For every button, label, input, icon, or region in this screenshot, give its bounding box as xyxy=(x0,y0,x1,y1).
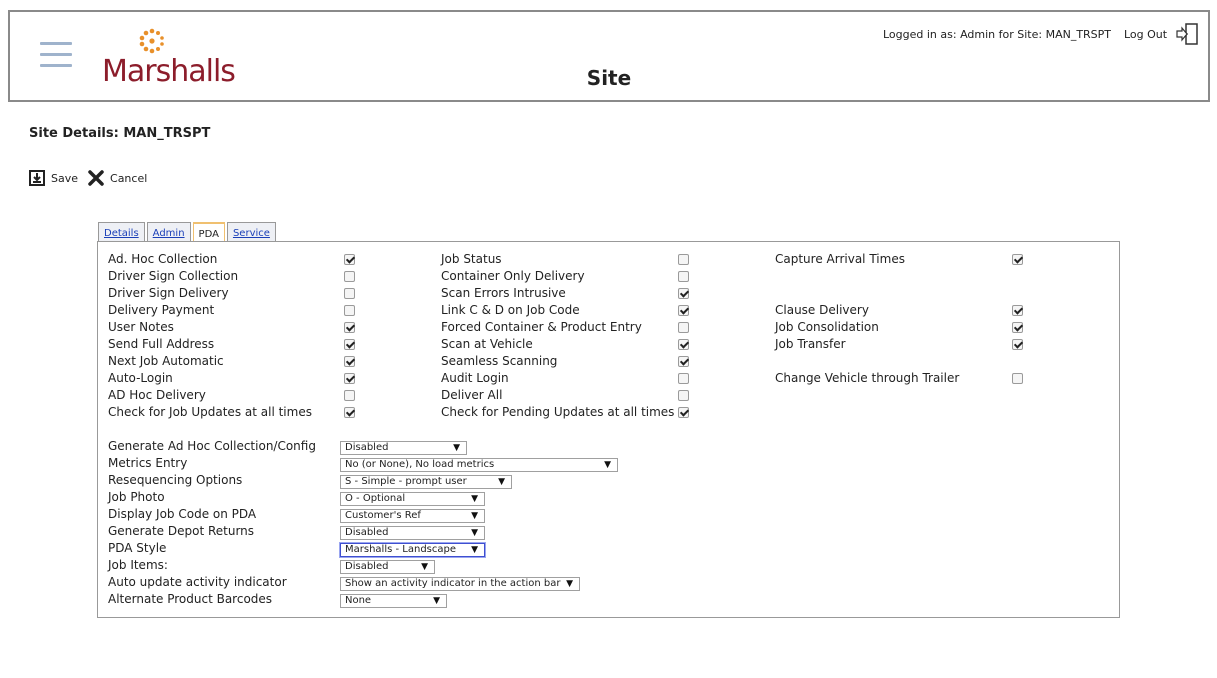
logout-icon xyxy=(1175,22,1201,46)
checkbox-scan-errors-intrusive[interactable] xyxy=(678,288,689,299)
checkbox-auto-login[interactable] xyxy=(344,373,355,384)
option-label-driver-sign-delivery: Driver Sign Delivery xyxy=(108,286,229,300)
checkbox-job-transfer[interactable] xyxy=(1012,339,1023,350)
save-icon xyxy=(29,170,45,186)
tab-admin[interactable]: Admin xyxy=(147,222,191,242)
checkbox-change-vehicle-through-trailer[interactable] xyxy=(1012,373,1023,384)
option-label-scan-at-vehicle: Scan at Vehicle xyxy=(441,337,533,351)
chevron-down-icon: ▼ xyxy=(471,545,478,555)
select-generate-ad-hoc-collection-config[interactable] xyxy=(340,441,467,455)
chevron-down-icon: ▼ xyxy=(604,460,611,470)
tab-pda[interactable]: PDA xyxy=(193,222,225,242)
option-label-driver-sign-collection: Driver Sign Collection xyxy=(108,269,239,283)
option-label-seamless-scanning: Seamless Scanning xyxy=(441,354,558,368)
tab-service[interactable]: Service xyxy=(227,222,276,242)
option-label-ad-hoc-delivery: AD Hoc Delivery xyxy=(108,388,206,402)
checkbox-job-consolidation[interactable] xyxy=(1012,322,1023,333)
tab-bar xyxy=(98,222,278,242)
checkbox-send-full-address[interactable] xyxy=(344,339,355,350)
select-value: S - Simple - prompt user xyxy=(345,476,467,487)
logout-button[interactable] xyxy=(1124,22,1201,46)
select-value: No (or None), No load metrics xyxy=(345,459,495,470)
option-label-change-vehicle-through-trailer: Change Vehicle through Trailer xyxy=(775,371,960,385)
option-label-audit-login: Audit Login xyxy=(441,371,509,385)
chevron-down-icon: ▼ xyxy=(498,477,505,487)
select-resequencing-options[interactable] xyxy=(340,475,512,489)
tab-details[interactable]: Details xyxy=(98,222,145,242)
option-label-user-notes: User Notes xyxy=(108,320,174,334)
dropdown-label-generate-depot-returns: Generate Depot Returns xyxy=(108,524,255,538)
dropdown-label-generate-ad-hoc-collection-config: Generate Ad Hoc Collection/Config xyxy=(108,439,316,453)
site-details-title: Site Details: MAN_TRSPT xyxy=(29,126,211,141)
checkbox-clause-delivery[interactable] xyxy=(1012,305,1023,316)
select-value: Show an activity indicator in the action bar xyxy=(345,578,561,589)
checkbox-audit-login[interactable] xyxy=(678,373,689,384)
dropdown-label-alternate-product-barcodes: Alternate Product Barcodes xyxy=(108,592,273,606)
select-metrics-entry[interactable] xyxy=(340,458,618,472)
checkbox-link-c-and-d-on-job-code[interactable] xyxy=(678,305,689,316)
chevron-down-icon: ▼ xyxy=(471,528,478,538)
option-label-forced-container-and-product-entry: Forced Container & Product Entry xyxy=(441,320,642,334)
select-auto-update-activity-indicator[interactable] xyxy=(340,577,580,591)
option-label-container-only-delivery: Container Only Delivery xyxy=(441,269,585,283)
select-value: None xyxy=(345,595,372,606)
chevron-down-icon: ▼ xyxy=(421,562,428,572)
select-value: Marshalls - Landscape xyxy=(345,544,456,555)
checkbox-job-status[interactable] xyxy=(678,254,689,265)
chevron-down-icon: ▼ xyxy=(471,494,478,504)
select-alternate-product-barcodes[interactable] xyxy=(340,594,447,608)
close-icon xyxy=(88,170,104,186)
option-label-link-c-and-d-on-job-code: Link C & D on Job Code xyxy=(441,303,580,317)
select-job-items[interactable] xyxy=(340,560,435,574)
checkbox-capture-arrival-times[interactable] xyxy=(1012,254,1023,265)
checkbox-ad-hoc-delivery[interactable] xyxy=(344,390,355,401)
logo-dots-icon xyxy=(136,28,170,56)
checkbox-deliver-all[interactable] xyxy=(678,390,689,401)
checkbox-container-only-delivery[interactable] xyxy=(678,271,689,282)
cancel-button[interactable] xyxy=(88,170,147,186)
checkbox-scan-at-vehicle[interactable] xyxy=(678,339,689,350)
checkbox-ad-hoc-collection[interactable] xyxy=(344,254,355,265)
logout-label: Log Out xyxy=(1124,27,1168,41)
app-header xyxy=(8,10,1210,102)
chevron-down-icon: ▼ xyxy=(566,579,573,589)
option-label-auto-login: Auto-Login xyxy=(108,371,173,385)
save-button[interactable] xyxy=(29,170,78,186)
login-info: Logged in as: Admin for Site: MAN_TRSPT xyxy=(883,28,1112,41)
select-display-job-code-on-pda[interactable] xyxy=(340,509,485,523)
select-value: O - Optional xyxy=(345,493,406,504)
checkbox-seamless-scanning[interactable] xyxy=(678,356,689,367)
select-value: Disabled xyxy=(345,527,389,538)
page-title: Site xyxy=(586,66,632,90)
option-label-job-transfer: Job Transfer xyxy=(775,337,846,351)
dropdown-label-job-items: Job Items: xyxy=(108,558,168,572)
chevron-down-icon: ▼ xyxy=(453,443,460,453)
option-label-job-consolidation: Job Consolidation xyxy=(775,320,879,334)
checkbox-driver-sign-collection[interactable] xyxy=(344,271,355,282)
checkbox-delivery-payment[interactable] xyxy=(344,305,355,316)
chevron-down-icon: ▼ xyxy=(433,596,440,606)
dropdown-label-resequencing-options: Resequencing Options xyxy=(108,473,243,487)
option-label-capture-arrival-times: Capture Arrival Times xyxy=(775,252,905,266)
option-label-send-full-address: Send Full Address xyxy=(108,337,215,351)
checkbox-check-for-pending-updates-at-all-times[interactable] xyxy=(678,407,689,418)
checkbox-forced-container-and-product-entry[interactable] xyxy=(678,322,689,333)
chevron-down-icon: ▼ xyxy=(471,511,478,521)
select-generate-depot-returns[interactable] xyxy=(340,526,485,540)
logo-text: Marshalls xyxy=(102,54,235,89)
cancel-label: Cancel xyxy=(110,171,148,185)
option-label-clause-delivery: Clause Delivery xyxy=(775,303,869,317)
dropdown-label-metrics-entry: Metrics Entry xyxy=(108,456,188,470)
select-value: Disabled xyxy=(345,561,389,572)
checkbox-user-notes[interactable] xyxy=(344,322,355,333)
option-label-scan-errors-intrusive: Scan Errors Intrusive xyxy=(441,286,566,300)
checkbox-driver-sign-delivery[interactable] xyxy=(344,288,355,299)
dropdown-label-job-photo: Job Photo xyxy=(108,490,165,504)
option-label-next-job-automatic: Next Job Automatic xyxy=(108,354,224,368)
dropdown-label-auto-update-activity-indicator: Auto update activity indicator xyxy=(108,575,287,589)
option-label-ad-hoc-collection: Ad. Hoc Collection xyxy=(108,252,218,266)
dropdown-label-display-job-code-on-pda: Display Job Code on PDA xyxy=(108,507,257,521)
option-label-deliver-all: Deliver All xyxy=(441,388,503,402)
select-pda-style[interactable] xyxy=(340,543,485,557)
option-label-job-status: Job Status xyxy=(441,252,502,266)
select-value: Customer's Ref xyxy=(345,510,421,521)
checkbox-check-for-job-updates-at-all-times[interactable] xyxy=(344,407,355,418)
select-value: Disabled xyxy=(345,442,389,453)
dropdown-label-pda-style: PDA Style xyxy=(108,541,167,555)
pda-settings-panel xyxy=(97,241,1120,618)
save-label: Save xyxy=(51,171,79,185)
select-job-photo[interactable] xyxy=(340,492,485,506)
option-label-delivery-payment: Delivery Payment xyxy=(108,303,215,317)
checkbox-next-job-automatic[interactable] xyxy=(344,356,355,367)
option-label-check-for-pending-updates-at-all-times: Check for Pending Updates at all times xyxy=(441,405,675,419)
toolbar xyxy=(29,168,157,188)
option-label-check-for-job-updates-at-all-times: Check for Job Updates at all times xyxy=(108,405,312,419)
